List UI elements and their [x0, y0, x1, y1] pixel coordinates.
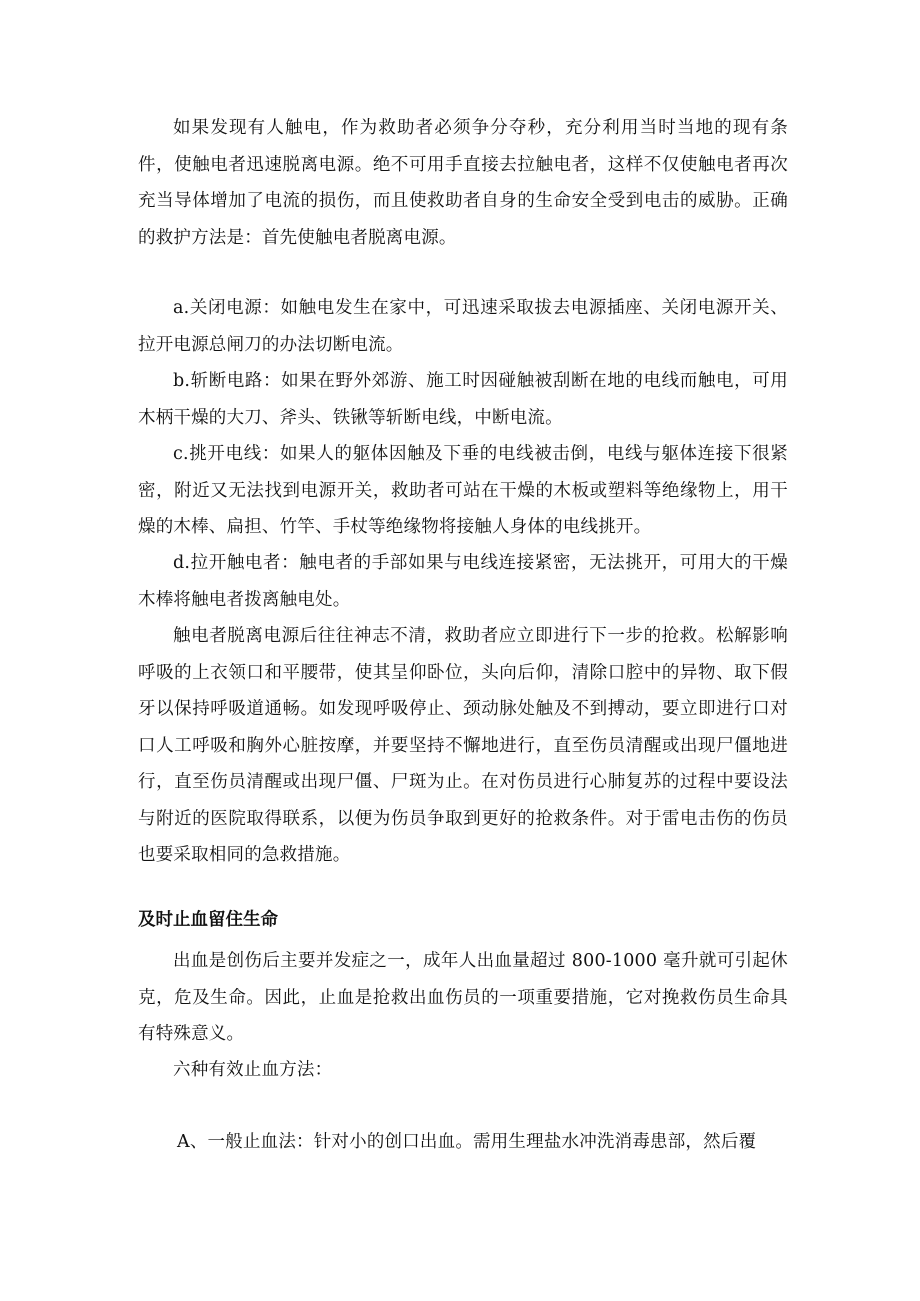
item-a-paragraph: A、一般止血法：针对小的创口出血。需用生理盐水冲洗消毒患部，然后覆: [177, 1132, 757, 1152]
method-c-paragraph: c.挑开电线：如果人的躯体因触及下垂的电线被击倒，电线与躯体连接下很紧密，附近又无法找到电源开关，救助者可站在干燥的木板或塑料等绝缘物上，用干燥的木棒、扁担、竹竿、手杖等绝缘物将接触人身体的电线挑开。: [138, 444, 788, 537]
method-a-paragraph: a.关闭电源：如触电发生在家中，可迅速采取拔去电源插座、关闭电源开关、拉开电源总闸刀的办法切断电流。: [138, 298, 788, 355]
section-heading: 及时止血留住生命: [138, 910, 278, 930]
intro-paragraph: 如果发现有人触电，作为救助者必须争分夺秒，充分利用当时当地的现有条件，使触电者迅速脱离电源。绝不可用手直接去拉触电者，这样不仅使触电者再次充当导体增加了电流的损伤，而且使救助者自身的生命安全受到电击的威胁。正确的救护方法是：首先使触电者脱离电源。: [138, 118, 788, 248]
rescue-paragraph: 触电者脱离电源后往往神志不清，救助者应立即进行下一步的抢救。松解影响呼吸的上衣领口和平腰带，使其呈仰卧位，头向后仰，清除口腔中的异物、取下假牙以保持呼吸道通畅。如发现呼吸停止、颈动脉处触及不到搏动，要立即进行口对口人工呼吸和胸外心脏按摩，并要坚持不懈地进行，直至伤员清醒或出现尸僵地进行，直至伤员清醒或出现尸僵、尸斑为止。在对伤员进行心肺复苏的过程中要设法与附近的医院取得联系，以便为伤员争取到更好的抢救条件。对于雷电击伤的伤员也要采取相同的急救措施。: [138, 626, 788, 865]
bleeding-paragraph: 出血是创伤后主要并发症之一，成年人出血量超过 800-1000 毫升就可引起休克，危及生命。因此，止血是抢救出血伤员的一项重要措施，它对挽救伤员生命具有特殊意义。: [138, 951, 788, 1044]
method-d-paragraph: d.拉开触电者：触电者的手部如果与电线连接紧密，无法挑开，可用大的干燥木棒将触电者拨离触电处。: [138, 553, 788, 610]
six-methods-paragraph: 六种有效止血方法：: [173, 1060, 333, 1080]
method-b-paragraph: b.斩断电路：如果在野外郊游、施工时因碰触被刮断在地的电线而触电，可用木柄干燥的大刀、斧头、铁锹等斩断电线，中断电流。: [138, 371, 788, 428]
